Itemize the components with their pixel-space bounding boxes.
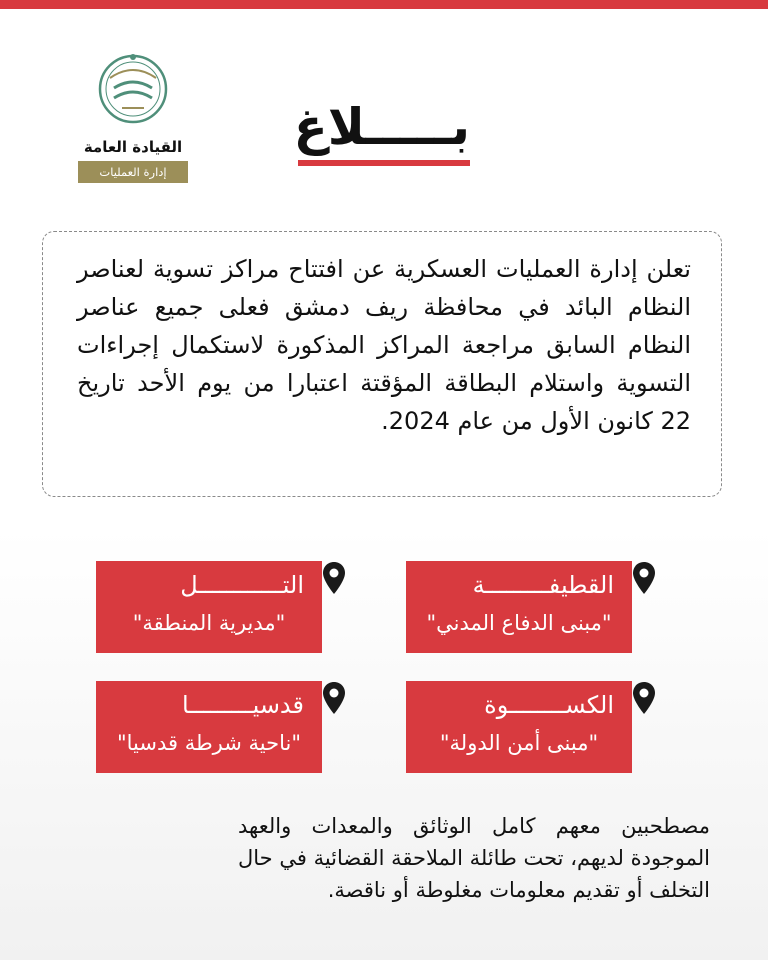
announcement-box — [42, 231, 722, 497]
map-pin-icon — [632, 681, 656, 715]
map-pin-icon — [322, 681, 346, 715]
location-card-body — [96, 561, 322, 653]
announcement-text: تعلن إدارة العمليات العسكرية عن افتتاح مراكز تسوية لعناصر النظام البائد في محافظة ريف دمشق فعلى جميع عناصر النظام السابق مراجعة المراكز المذكورة لاستكمال إجراءات التسوية واستلام البطاقة المؤقتة اعتبارا من يوم الأحد تاريخ 22 كانون الأول من عام 2024. — [77, 255, 691, 435]
logo-subtitle: إدارة العمليات العسكرية — [78, 161, 188, 183]
location-card-kiswah — [406, 681, 656, 773]
location-place: "مبنى أمن الدولة" — [439, 731, 599, 755]
map-pin-icon — [632, 561, 656, 595]
title-underline — [298, 160, 470, 166]
logo-title: القيادة العامة — [83, 138, 183, 156]
location-place: "ناحية شرطة قدسيا" — [116, 731, 302, 755]
location-name: قدسيـــــــــا — [181, 691, 304, 719]
location-card-body — [406, 681, 632, 773]
location-place: "مبنى الدفاع المدني" — [426, 611, 612, 635]
seal-emblem-icon — [96, 52, 170, 126]
location-name: التــــــــــــل — [180, 571, 304, 599]
footer-text: مصطحبين معهم كامل الوثائق والمعدات والعهد الموجودة لديهم، تحت طائلة الملاحقة القضائية في حال التخلف أو تقديم معلومات مغلوطة أو ناقصة. — [238, 814, 710, 902]
location-card-tal — [96, 561, 346, 653]
top-accent-bar — [0, 0, 768, 9]
location-card-body — [406, 561, 632, 653]
map-pin-icon — [322, 561, 346, 595]
logo — [78, 46, 188, 201]
location-place: "مديرية المنطقة" — [132, 611, 286, 635]
location-card-body — [96, 681, 322, 773]
location-name: الكســــــــوة — [484, 691, 614, 719]
location-card-qudsaya — [96, 681, 346, 773]
page-title: بـــــلاغ — [293, 98, 470, 156]
location-card-qutayfa — [406, 561, 656, 653]
location-name: القطيفـــــــــة — [472, 571, 614, 599]
